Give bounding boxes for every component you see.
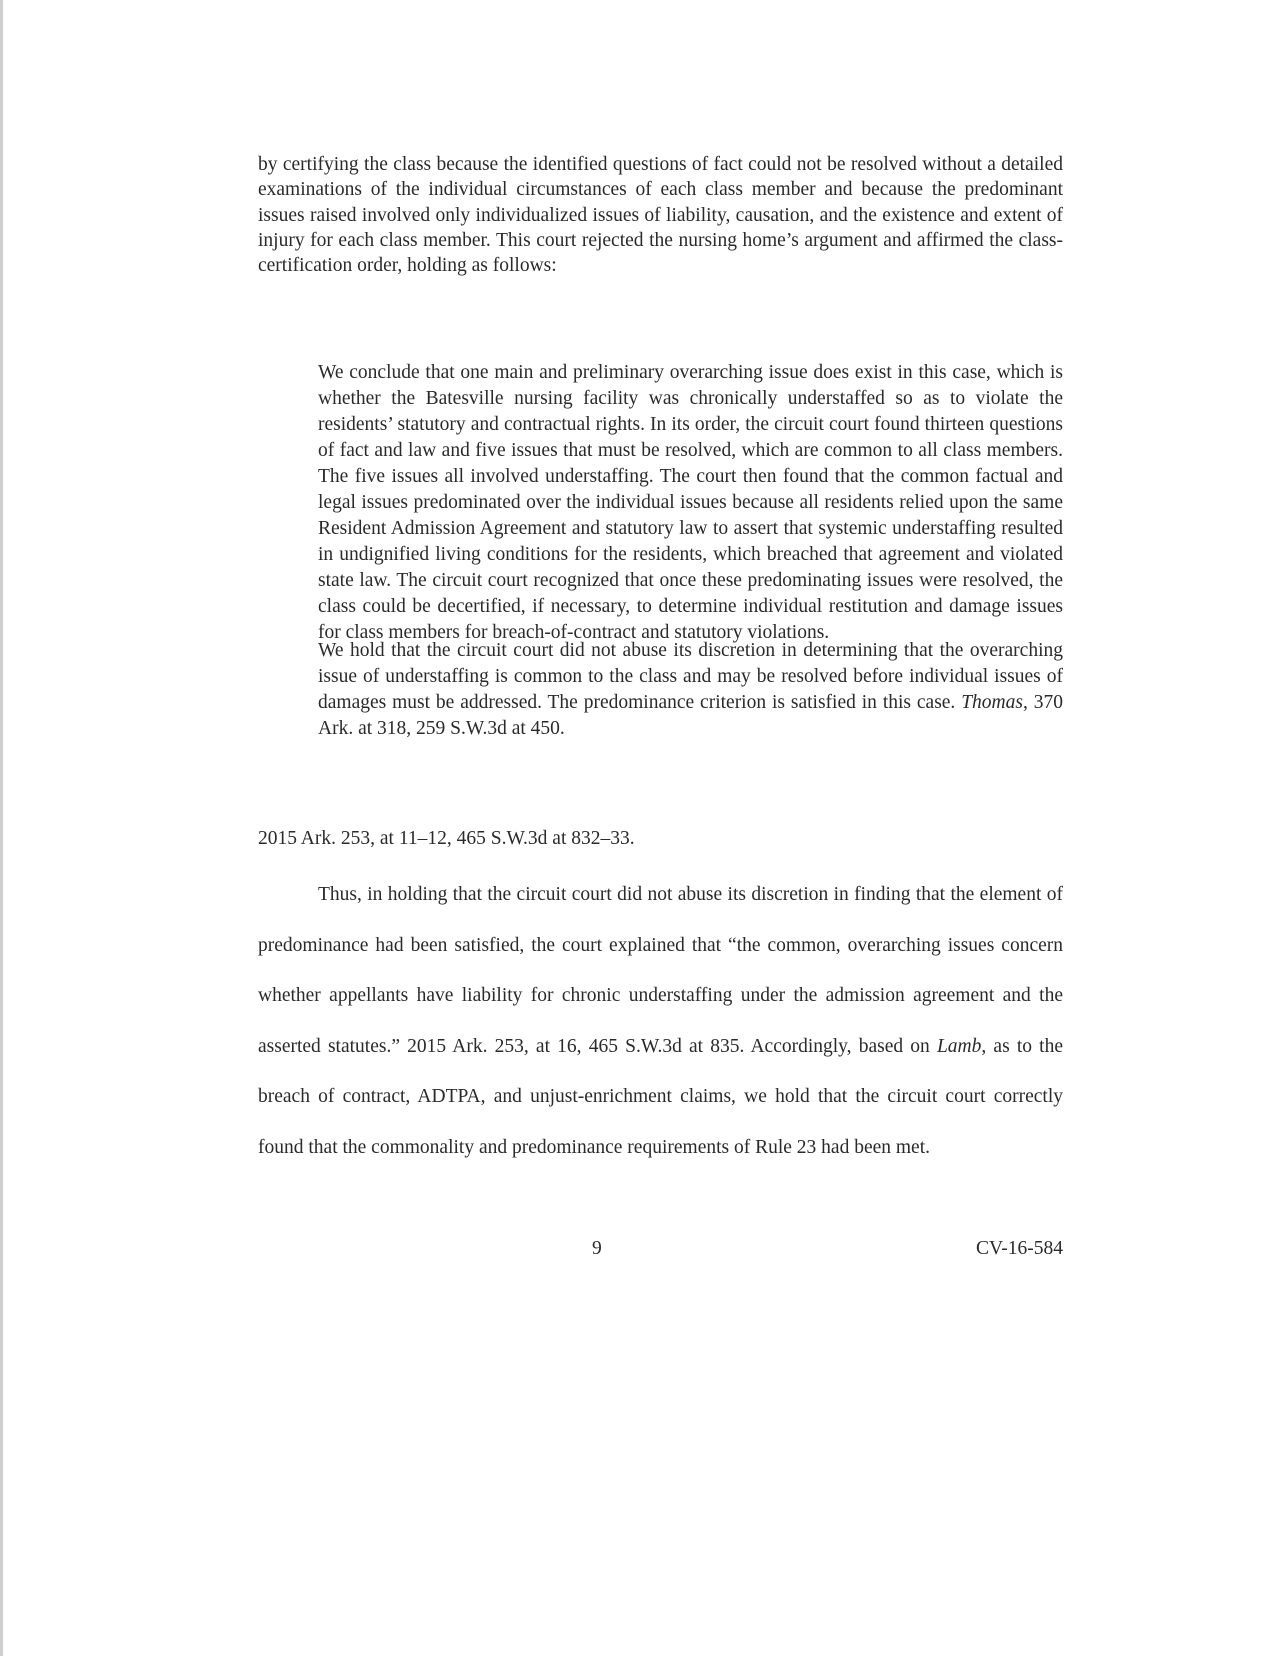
quote-citation: , 370 Ark. at 318, 259 S.W.3d at 450. <box>318 692 1063 739</box>
block-quote-paragraph: We conclude that one main and preliminary overarching issue does exist in this case, which is whether the Batesville nursing facility was chronically understaffed so as to violate the residents’ statutory and contractual rights. In its order, the circuit court found thirteen questions of fact and law and five issues that must be resolved, which are common to all class members. The five issues all involved understaffing. The court then found that the common factual and legal issues predominated over the individual issues because all residents relied upon the same Resident Admission Agreement and statutory law to assert that systemic understaffing resulted in undignified living conditions for the residents, which breached that agreement and violated state law. The circuit court recognized that once these predominating issues were resolved, the class could be decertified, if necessary, to determine individual restitution and damage issues for class members for breach-of-contract and statutory violations. <box>318 362 1063 643</box>
quote-text: We hold that the circuit court did not abuse its discretion in determining that the overarching issue of understaffing is common to the class and may be resolved before individual issues of damages must be addressed. The predominance criterion is satisfied in this case. <box>318 640 1063 713</box>
paragraph-text: , as to the breach of contract, ADTPA, and unjust-enrichment claims, we hold that the circuit court correctly found that the commonality and predominance requirements of Rule 23 had been met. <box>258 1035 1063 1158</box>
citation-line: 2015 Ark. 253, at 11–12, 465 S.W.3d at 832–33. <box>258 828 635 849</box>
body-paragraph: by certifying the class because the identified questions of fact could not be resolved without a detailed examinations of the individual circumstances of each class member and because the predominant issues raised involved only individualized issues of liability, causation, and the existence and extent of injury for each class member. This court rejected the nursing home’s argument and affirmed the class-certification order, holding as follows: <box>258 154 1063 277</box>
docket-number: CV-16-584 <box>975 1238 1063 1259</box>
page-edge <box>0 0 3 1656</box>
case-name: Lamb <box>936 1035 982 1057</box>
page-number: 9 <box>592 1238 602 1259</box>
case-name: Thomas <box>961 692 1023 713</box>
paragraph-text: Thus, in holding that the circuit court did not abuse its discretion in finding that the element of predominance had been satisfied, the court explained that “the common, overarching issues concern whether appellants have liability for chronic understaffing under the admission agreement and the asserted statutes.” 2015 Ark. 253, at 16, 465 S.W.3d at 835. Accordingly, based on <box>258 884 1063 1057</box>
body-paragraph <box>258 870 1063 1174</box>
block-quote-paragraph <box>318 638 1063 742</box>
